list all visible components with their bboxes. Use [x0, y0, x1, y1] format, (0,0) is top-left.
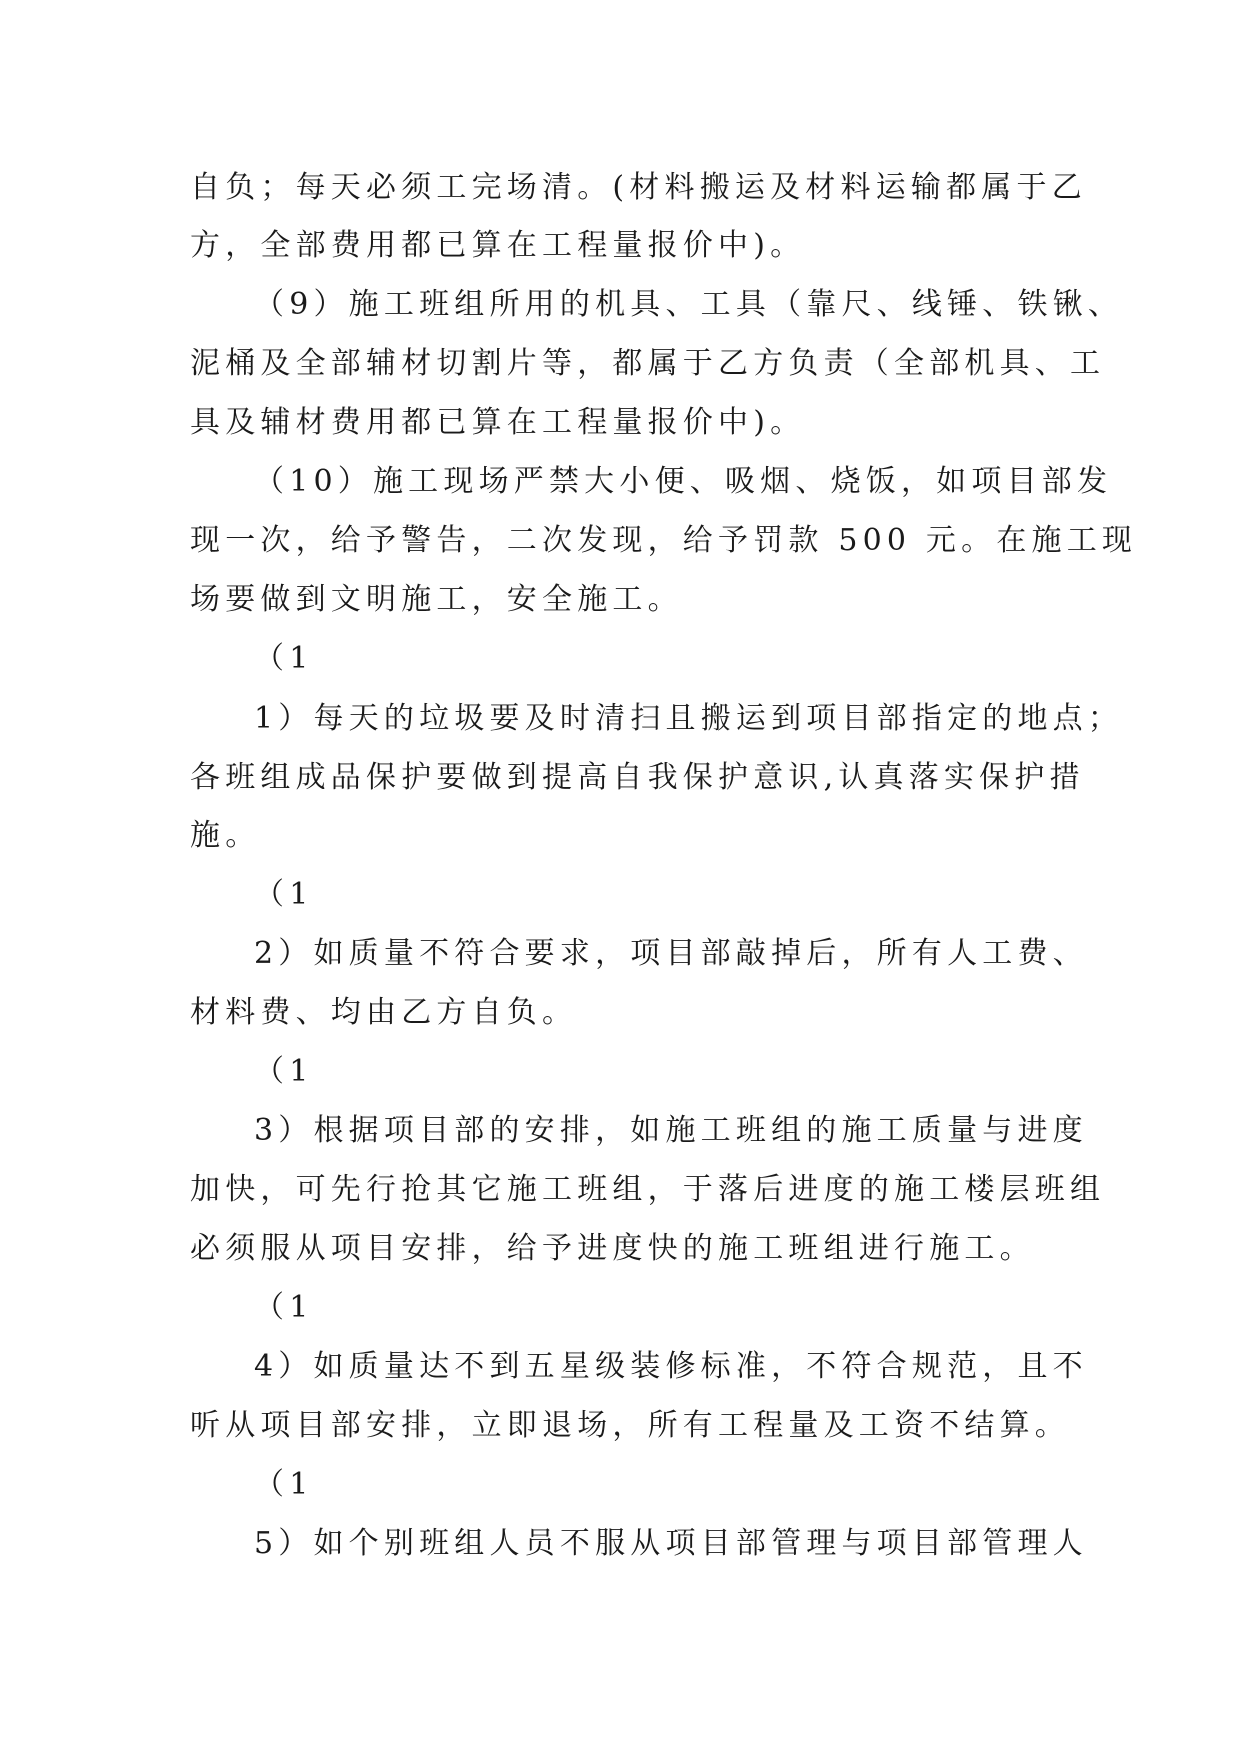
text-line: 材料费、均由乙方自负。	[190, 995, 578, 1030]
text-line: （1	[254, 1290, 314, 1325]
text-line: 方，全部费用都已算在工程量报价中)。	[190, 228, 806, 263]
text-line: 2）如质量不符合要求，项目部敲掉后，所有人工费、	[254, 936, 1088, 971]
text-line: 5）如个别班组人员不服从项目部管理与项目部管理人	[254, 1526, 1088, 1561]
text-line: （1	[254, 1054, 314, 1089]
text-line: 4）如质量达不到五星级装修标准，不符合规范，且不	[254, 1349, 1088, 1384]
text-line: 1）每天的垃圾要及时清扫且搬运到项目部指定的地点；	[254, 701, 1124, 736]
text-line: （9）施工班组所用的机具、工具（靠尺、线锤、铁锹、	[254, 287, 1124, 322]
text-line: 听从项目部安排，立即退场，所有工程量及工资不结算。	[190, 1408, 1070, 1443]
text-line: 必须服从项目安排，给予进度快的施工班组进行施工。	[190, 1231, 1035, 1266]
text-line: 泥桶及全部辅材切割片等，都属于乙方负责（全部机具、工	[190, 346, 1106, 381]
text-line: （1	[254, 877, 314, 912]
text-line: 自负；每天必须工完场清。(材料搬运及材料运输都属于乙	[190, 170, 1087, 205]
text-line: （1	[254, 641, 314, 676]
text-line: （10）施工现场严禁大小便、吸烟、烧饭，如项目部发	[254, 464, 1113, 499]
text-line: （1	[254, 1467, 314, 1502]
text-line: 施。	[190, 818, 261, 853]
text-line: 场要做到文明施工，安全施工。	[190, 582, 683, 617]
text-line: 现一次，给予警告，二次发现，给予罚款 500 元。在施工现	[190, 523, 1138, 558]
text-line: 各班组成品保护要做到提高自我保护意识,认真落实保护措	[190, 760, 1085, 795]
text-line: 加快，可先行抢其它施工班组，于落后进度的施工楼层班组	[190, 1172, 1106, 1207]
text-line: 3）根据项目部的安排，如施工班组的施工质量与进度	[254, 1113, 1088, 1148]
text-line: 具及辅材费用都已算在工程量报价中)。	[190, 405, 806, 440]
